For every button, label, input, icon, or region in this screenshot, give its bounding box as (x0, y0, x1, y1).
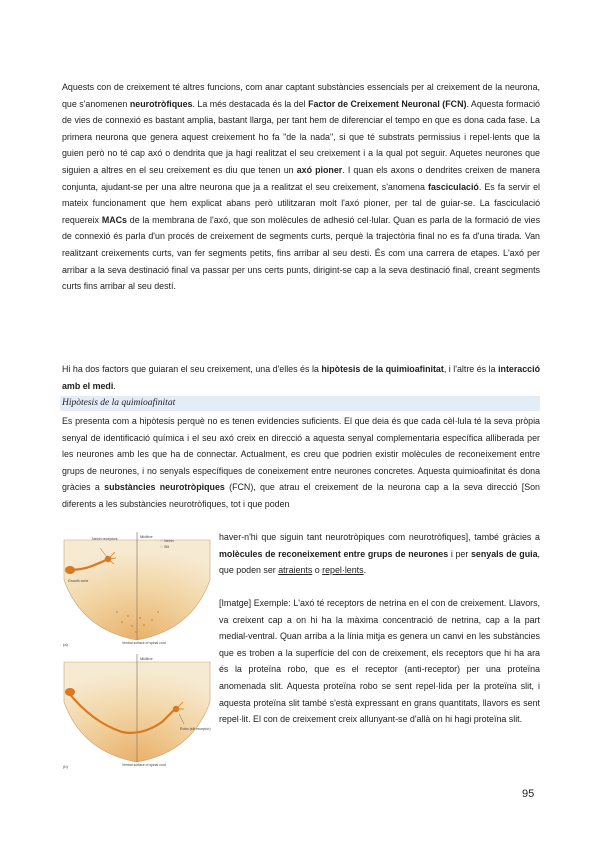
figure-a-netrin-attraction (62, 530, 212, 648)
page-number: 95 (522, 788, 535, 800)
midline-label: Midline (140, 656, 153, 661)
legend-netrin: ⁙ Netrin (160, 539, 174, 543)
figure-b-label: (b) (63, 764, 68, 769)
growth-cone-label: Growth cone (68, 579, 89, 583)
figure-a-label: (a) (63, 642, 68, 647)
ventral-label-a: Ventral surface of spinal cord (122, 641, 166, 645)
legend-slit: ⁙ Slit (160, 545, 170, 549)
paragraph-chemoaffinity: Es presenta com a hipòtesis perquè no es tenen evidencies suficients. El que deia és que cada cèl·lula té la seva pròpia senyal de identificació química i el seu axó creix en direcció a aquesta senyal complementaria específica alliberada per les neurones amb les que ha de connectar. Actualment, es creu que podrien existir molècules de reconeixement entre grups de neurones, i no senyals específiques de coneixement entre neurones concretes. Aquesta quimioafinitat és dona gràcies a substàncies neurotròpiques (FCN), que atrau el creixement de la neurona cap a la seva direcció [Son diferents a les substàncies neurotròfiques, tot i que poden (62, 416, 540, 509)
paragraph-growth-cone: Aquests con de creixement té altres funcions, com anar captant substàncies essencials per al creixement de la neurona, que s'anomenen neurotròfiques. La més destacada és la del Factor de Creixement Neuronal (FCN). Aquesta formació de vies de connexió es bastant amplia, bastant llarga, per tant hem de diferenciar el tempo en que es dona cada fase. La primera neurona que genera aquest creixement ho fa "de la nada", si que té substrats permissius i repel·lents que la guien però no té cap axó o dendrita que ja hagi realitzat el seu creixement i a la qual pot seguir. Aquetes neurones que siguien a altres en el seu creixement es diu que tenen un axó pioner. I quan els axons o dendrites creixen de manera conjunta, ajudant-se per una altre neurona que ja a realitzat el seu creixement, s'anomena fasciculació. Es fa servir el mateix funcionament que hem explicat abans però utilitzaran molt l'axó pioner, per tal de guiar-se. La fasciculació requereix MACs de la membrana de l'axó, que son molècules de adhesió cel·lular. Quan es parla de la formació de vies de connexió és parla d'un procés de creixement de segments curts, perquè la trajectòria final no es fa d'una tirada. Van realitzant creixements curts, van fer segments petits, fins arribar al seu desti. És com una carrera de etapes. L'axó per arribar a la seva destinació final va passar per uns certs punts, dirigint-se cap a la seva destinació final, creant segments curts fins arribar al seu destí. (62, 82, 541, 292)
cell-body-a (65, 566, 75, 574)
paragraph-guidance-signals: haver-n'hi que siguin tant neurotròpiques com neurotròfiques], també gràcies a molècules de reconeixement entre grups de neurones i per senyals de guia, que poden ser atraients o repel·lents. (219, 532, 540, 576)
paragraph-example: [Imatge] Exemple: L'axó té receptors de netrina en el con de creixement. Llavors, va creixent cap a on hi ha la màxima concentració de netrina, cap a la part medial-ventral. Quan arriba a la línia mitja es genera un canvi en les substàncies que es troben a la superfície del con de creixement, els receptors que hi ha ara és la proteïna robo, que es el receptor (anti-receptor) per una proteïna anomenada slit. Aquesta proteïna robo se sent repel·lida per la proteïna slit, i aquesta proteïna slit també s'està expressant en grans quantitats, llavors es sent repel·lit. El con de creixement creix allunyant-se d'allà on hi hagi proteïna slit. (219, 598, 540, 725)
cell-body-b (65, 688, 75, 696)
midline-label: Midline (140, 534, 153, 539)
section-heading: Hipòtesis de la quimioafinitat (60, 396, 540, 411)
netrin-receptors-label: Netrin receptors (92, 537, 118, 541)
figure-b-slit-repulsion (62, 652, 212, 770)
robo-label: Robo (slit receptor) (180, 727, 211, 731)
paragraph-two-factors: Hi ha dos factors que guiaran el seu creixement, una d'elles és la hipòtesis de la quimioafinitat, i l'altre és la interacció amb el medi. (62, 364, 540, 391)
ventral-label-b: Ventral surface of spinal cord (122, 763, 166, 767)
